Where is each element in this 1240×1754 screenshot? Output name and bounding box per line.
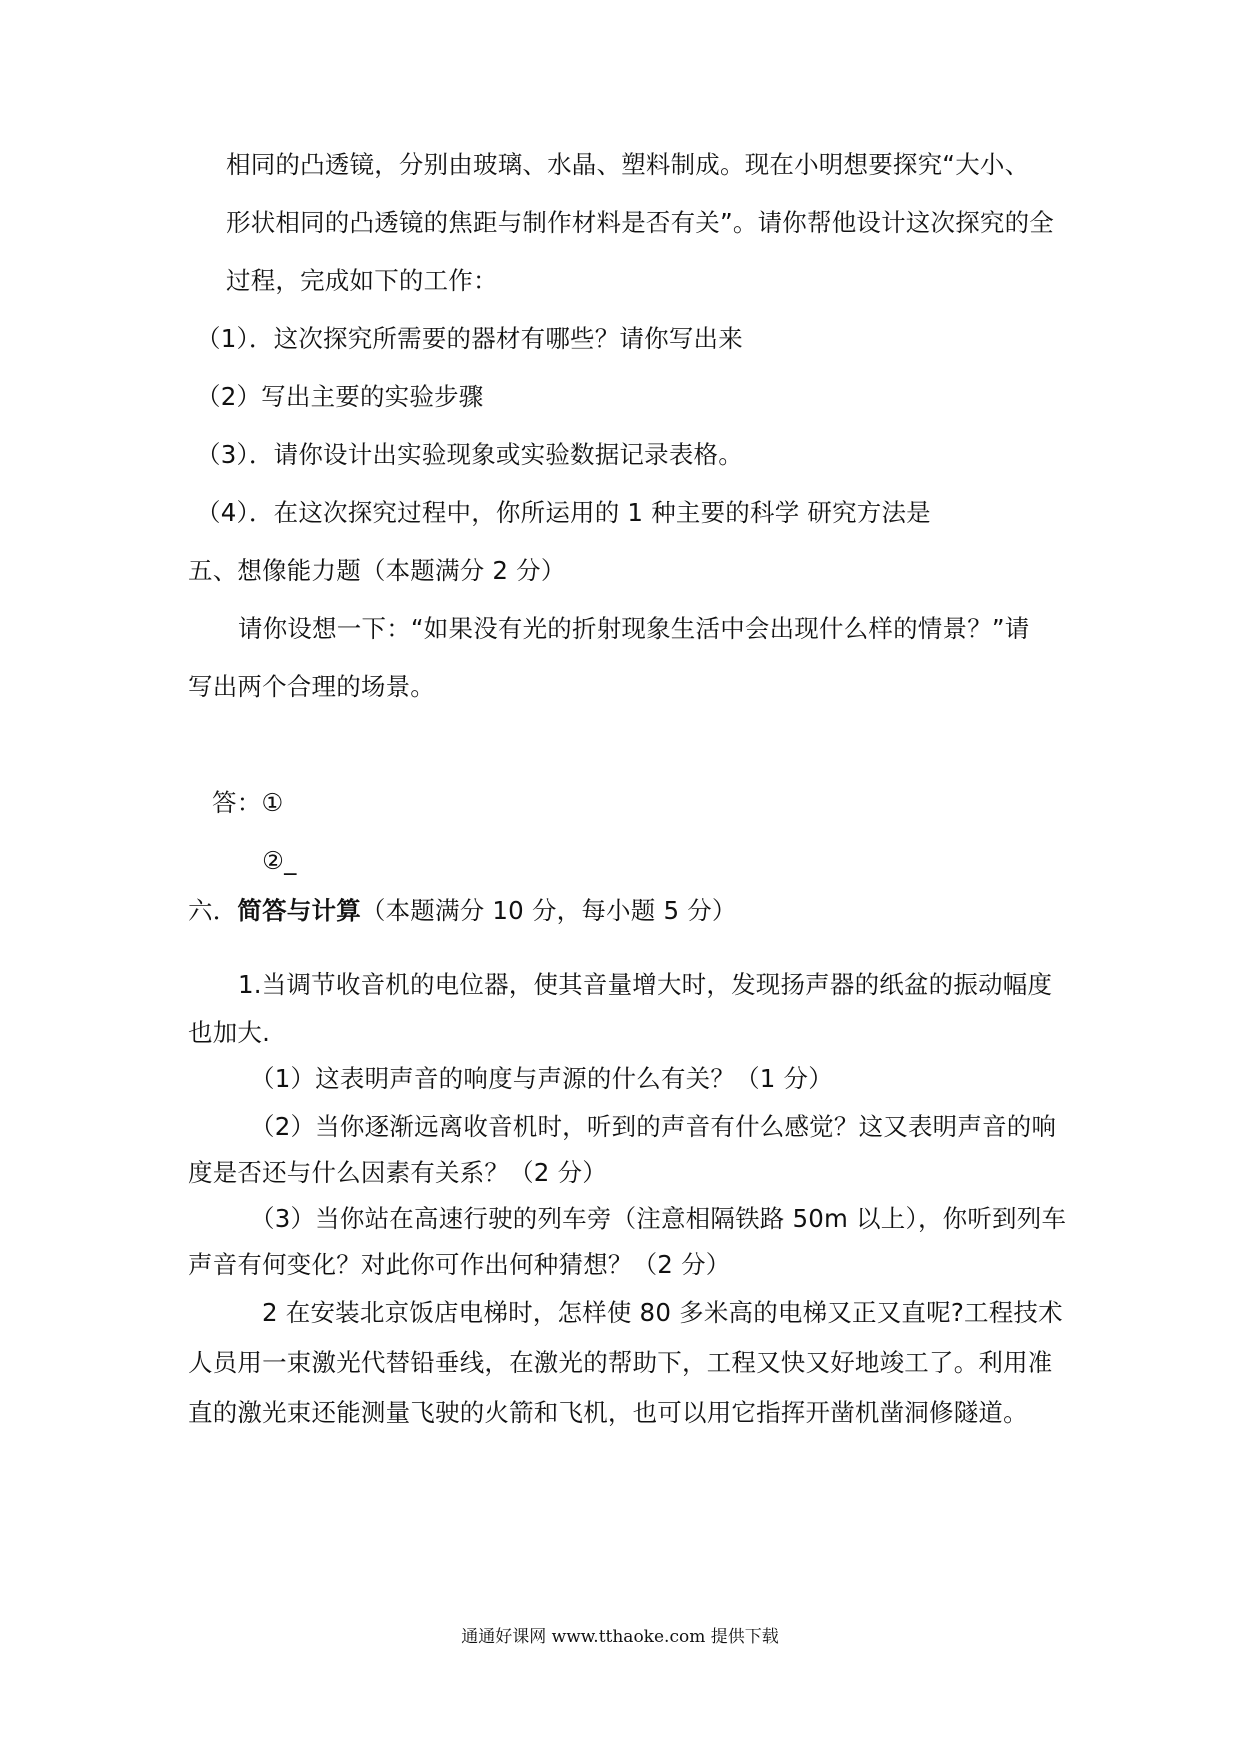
q2-line-1: 2 在安装北京饭店电梯时，怎样使 80 多米高的电梯又正又直呢?工程技术 xyxy=(262,1298,1063,1327)
q1-sub-3-line-1: （3）当你站在高速行驶的列车旁（注意相隔铁路 50m 以上），你听到列车 xyxy=(250,1204,1067,1233)
answer-second: ②_ xyxy=(262,846,297,875)
section-6-title-prefix: 六． xyxy=(188,896,238,925)
page-footer: 通通好课网 www.tthaoke.com 提供下载 xyxy=(461,1627,779,1647)
intro-line-1: 相同的凸透镜，分别由玻璃、水晶、塑料制成。现在小明想要探究“大小、 xyxy=(226,150,1030,179)
question-2: （2）写出主要的实验步骤 xyxy=(196,382,484,411)
intro-line-2: 形状相同的凸透镜的焦距与制作材料是否有关”。请你帮他设计这次探究的全 xyxy=(226,208,1054,237)
q1-sub-3-line-2: 声音有何变化？对此你可作出何种猜想？（2 分） xyxy=(188,1250,731,1279)
section-5-prompt-line-2: 写出两个合理的场景。 xyxy=(188,672,435,701)
q1-line-2: 也加大. xyxy=(188,1018,271,1047)
question-1: （1）．这次探究所需要的器材有哪些？请你写出来 xyxy=(196,324,743,353)
question-4: （4）．在这次探究过程中，你所运用的 1 种主要的科学 研究方法是 xyxy=(196,498,931,527)
q1-sub-2-line-1: （2）当你逐渐远离收音机时，听到的声音有什么感觉？这又表明声音的响 xyxy=(250,1112,1057,1141)
question-3: （3）．请你设计出实验现象或实验数据记录表格。 xyxy=(196,440,743,469)
section-6-title xyxy=(188,894,737,928)
answer-label: 答：① xyxy=(212,788,284,817)
section-5-title: 五、想像能力题（本题满分 2 分） xyxy=(188,556,566,585)
q1-sub-1: （1）这表明声音的响度与声源的什么有关？（1 分） xyxy=(250,1064,833,1093)
section-6-title-bold: 简答与计算 xyxy=(237,896,361,925)
q2-line-3: 直的激光束还能测量飞驶的火箭和飞机，也可以用它指挥开凿机凿洞修隧道。 xyxy=(188,1398,1028,1427)
q2-line-2: 人员用一束激光代替铅垂线，在激光的帮助下，工程又快又好地竣工了。利用准 xyxy=(188,1348,1053,1377)
intro-line-3: 过程，完成如下的工作： xyxy=(226,266,498,295)
section-6-title-suffix: （本题满分 10 分，每小题 5 分） xyxy=(360,896,737,925)
section-5-prompt-line-1: 请你设想一下：“如果没有光的折射现象生活中会出现什么样的情景？”请 xyxy=(238,614,1030,643)
q1-line-1: 1.当调节收音机的电位器，使其音量增大时，发现扬声器的纸盆的振动幅度 xyxy=(238,970,1053,999)
q1-sub-2-line-2: 度是否还与什么因素有关系？（2 分） xyxy=(188,1158,607,1187)
